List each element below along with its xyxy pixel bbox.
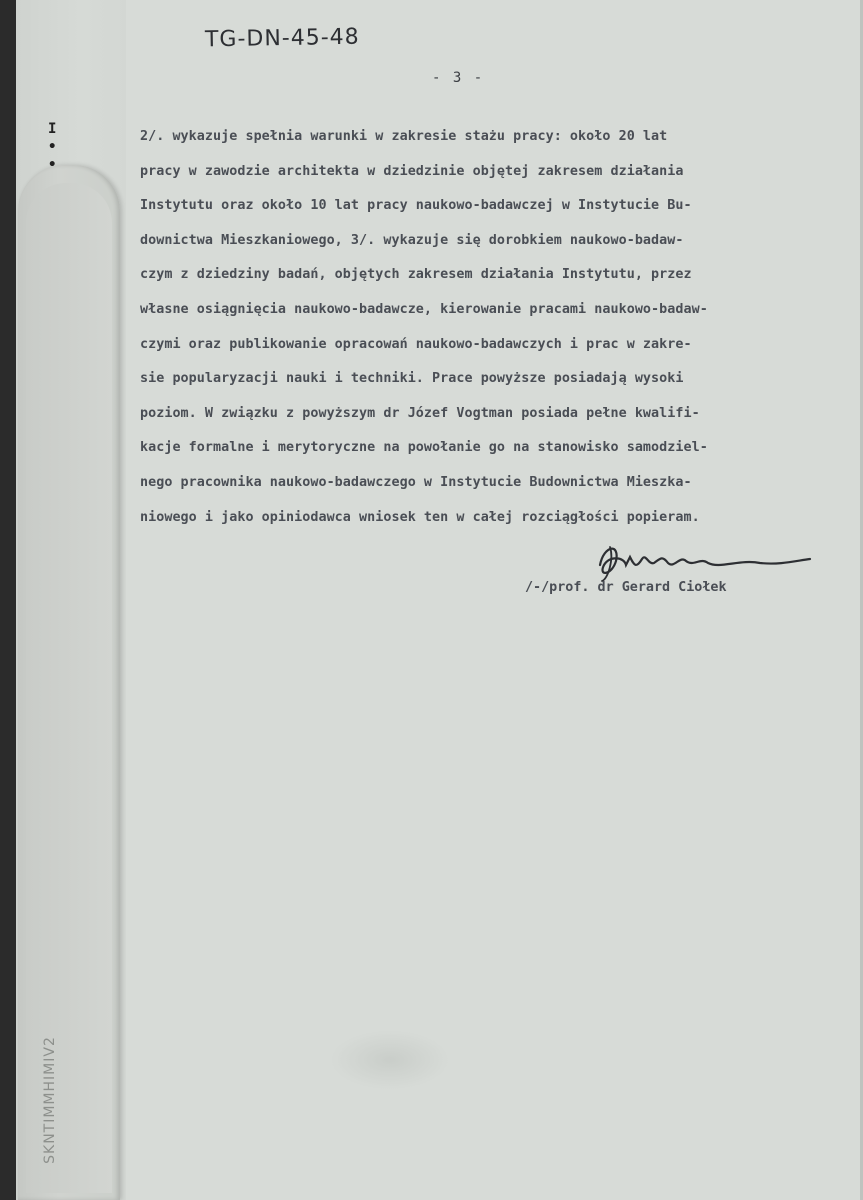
body-line: poziom. W związku z powyższym dr Józef Vogtman posiada pełne kwalifi-: [140, 405, 700, 421]
body-line: kacje formalne i merytoryczne na powołanie go na stanowisko samodziel-: [140, 440, 708, 456]
punch-marks: І • •: [48, 121, 57, 173]
body-line: czym z dziedziny badań, objętych zakresem działania Instytutu, przez: [140, 267, 692, 283]
paper-smudge: [330, 1030, 450, 1090]
body-line: własne osiągnięcia naukowo-badawcze, kierowanie pracami naukowo-badaw-: [140, 301, 708, 317]
body-line: niowego i jako opiniodawca wniosek ten w całej rozciągłości popieram.: [140, 509, 700, 525]
body-line: Instytutu oraz około 10 lat pracy naukowo-badawczej w Instytucie Bu-: [140, 198, 692, 214]
body-line: nego pracownika naukowo-badawczego w Instytucie Budownictwa Mieszka-: [140, 474, 692, 490]
handwritten-signature: [590, 535, 820, 585]
body-line: pracy w zawodzie architekta w dziedzinie objętej zakresem działania: [140, 163, 684, 179]
letter-body: [140, 120, 860, 535]
body-line: sie popularyzacji nauki i techniki. Prace powyższe posiadają wysoki: [140, 371, 684, 387]
page-number: - 3 -: [432, 70, 485, 86]
archive-stamp-text: SKNTIMMHIMIV2: [42, 1036, 59, 1164]
body-line: czymi oraz publikowanie opracowań naukowo-badawczych i prac w zakre-: [140, 336, 692, 352]
body-line: 2/. wykazuje spełnia warunki w zakresie stażu pracy: około 20 lat: [140, 129, 668, 144]
archive-vertical-stamp: [30, 1010, 70, 1190]
handwritten-reference: TG-DN-45-48: [204, 24, 360, 53]
scan-left-edge: [0, 0, 16, 1200]
body-line: downictwa Mieszkaniowego, 3/. wykazuje się dorobkiem naukowo-badaw-: [140, 232, 684, 248]
signatory-name: /-/prof. dr Gerard Ciołek: [525, 580, 727, 595]
